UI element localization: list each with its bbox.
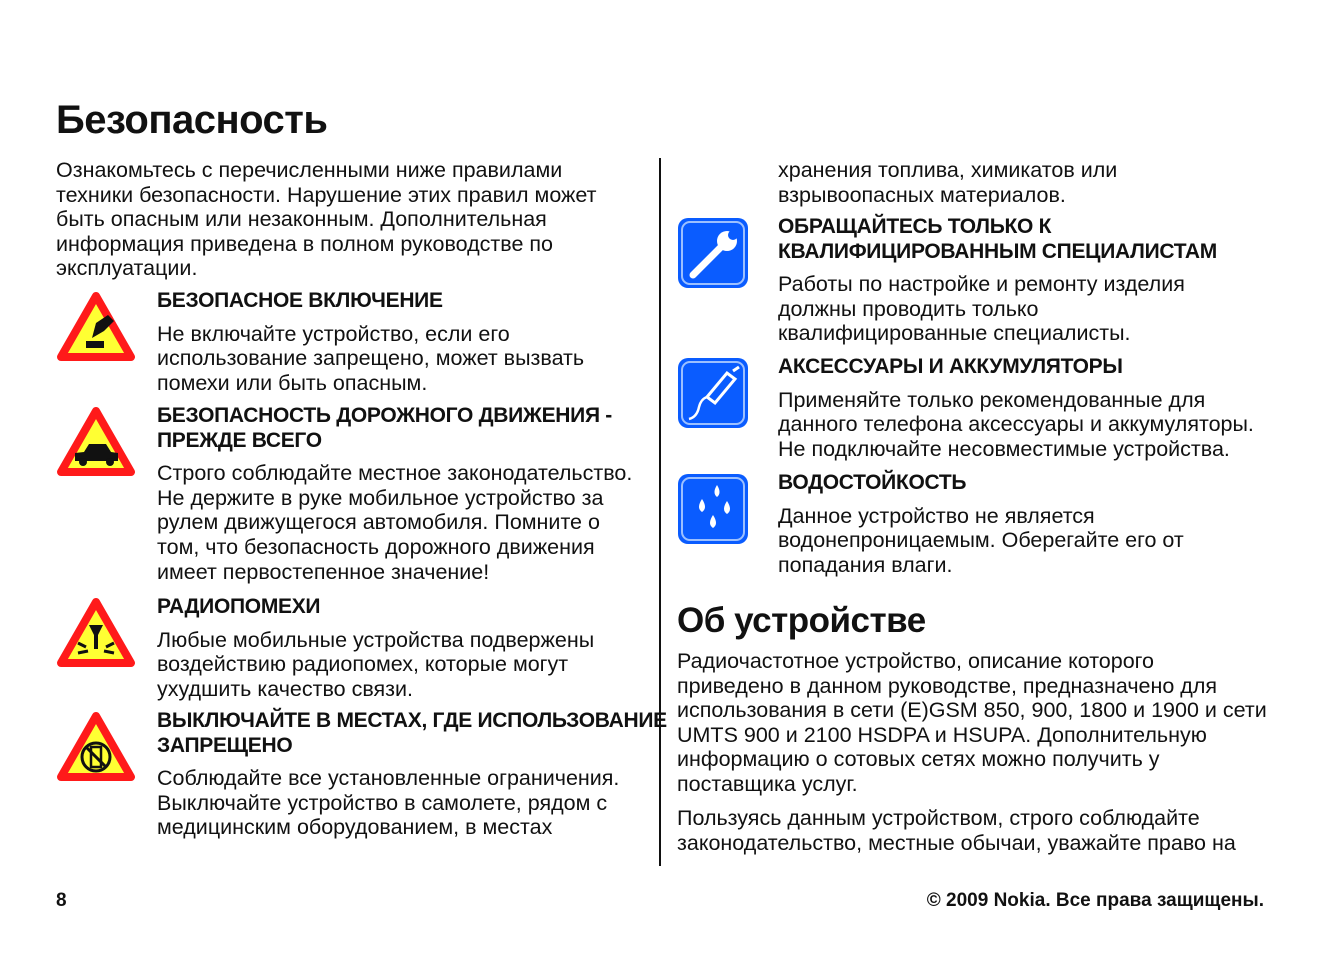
paragraph-line: информацию о сотовых сетях можно получить у xyxy=(677,747,1160,772)
section-body-line: рулем движущегося автомобиля. Помните о xyxy=(157,510,600,535)
section-body-line: водонепроницаемым. Оберегайте его от xyxy=(778,528,1184,553)
wrench-service-icon xyxy=(677,217,749,289)
section-body-line: взрывоопасных материалов. xyxy=(778,182,1066,207)
section-body-line: Выключайте устройство в самолете, рядом с xyxy=(157,790,608,815)
section-restricted-areas xyxy=(157,709,667,840)
section-safe-switch-on xyxy=(157,289,584,395)
section-body-line: попадания влаги. xyxy=(778,552,953,577)
section-body-line: должны проводить только xyxy=(778,296,1039,321)
section-body-line: данного телефона аксессуары и аккумуляторы. xyxy=(778,412,1254,437)
water-drops-icon xyxy=(677,473,749,545)
section-interference xyxy=(157,595,594,701)
switch-off-restricted-warning-icon xyxy=(56,711,136,783)
section-body-line: имеет первостепенное значение! xyxy=(157,559,490,584)
section-heading: ЗАПРЕЩЕНО xyxy=(157,733,293,757)
section-heading: БЕЗОПАСНОЕ ВКЛЮЧЕНИЕ xyxy=(157,289,443,312)
section-body-line: воздействию радиопомех, которые могут xyxy=(157,652,569,677)
road-safety-warning-icon xyxy=(56,406,136,478)
switch-on-safely-warning-icon xyxy=(56,291,136,363)
intro-line: информация приведена в полном руководстве по xyxy=(56,231,553,256)
paragraph-line: UMTS 900 и 2100 HSDPA и HSUPA. Дополнительную xyxy=(677,722,1207,747)
intro-line: эксплуатации. xyxy=(56,256,198,281)
paragraph-line: поставщика услуг. xyxy=(677,771,858,796)
section-heading: КВАЛИФИЦИРОВАННЫМ СПЕЦИАЛИСТАМ xyxy=(778,239,1217,263)
section-water-resistance xyxy=(778,471,1184,577)
section-body-line: Не включайте устройство, если его xyxy=(157,321,510,346)
intro-line: Ознакомьтесь с перечисленными ниже правилами xyxy=(56,158,563,182)
section-heading: ВЫКЛЮЧАЙТЕ В МЕСТАХ, ГДЕ ИСПОЛЬЗОВАНИЕ xyxy=(157,709,667,732)
section-restricted-areas-continued xyxy=(778,158,1117,207)
paragraph-line: Радиочастотное устройство, описание которого xyxy=(677,649,1155,673)
section-heading: БЕЗОПАСНОСТЬ ДОРОЖНОГО ДВИЖЕНИЯ - xyxy=(157,404,612,427)
section-body-line: ухудшить качество связи. xyxy=(157,676,414,701)
section-body-line: использование запрещено, может вызвать xyxy=(157,346,585,371)
section-heading: АКСЕССУАРЫ И АККУМУЛЯТОРЫ xyxy=(778,355,1123,378)
intro-paragraph xyxy=(56,158,597,281)
charger-accessories-icon xyxy=(677,357,749,429)
section-heading: ОБРАЩАЙТЕСЬ ТОЛЬКО К xyxy=(778,215,1052,238)
interference-warning-icon xyxy=(56,597,136,669)
section-heading: ВОДОСТОЙКОСТЬ xyxy=(778,471,967,494)
section-body-line: Применяйте только рекомендованные для xyxy=(778,387,1206,412)
paragraph-line: Пользуясь данным устройством, строго соблюдайте xyxy=(677,806,1200,830)
section-body-line: том, что безопасность дорожного движения xyxy=(157,534,595,559)
page-number: 8 xyxy=(56,890,67,911)
intro-line: техники безопасности. Нарушение этих правил может xyxy=(56,182,597,207)
copyright: © 2009 Nokia. Все права защищены. xyxy=(926,890,1264,911)
section-body-line: Соблюдайте все установленные ограничения. xyxy=(157,766,620,791)
section-body-line: хранения топлива, химикатов или xyxy=(778,158,1118,182)
section-body-line: Не подключайте несовместимые устройства. xyxy=(778,436,1230,461)
section-body-line: Любые мобильные устройства подвержены xyxy=(157,627,595,652)
page-title: Безопасность xyxy=(56,98,328,142)
section-body-line: Строго соблюдайте местное законодательство. xyxy=(157,461,633,486)
paragraph-line: приведено в данном руководстве, предназначено для xyxy=(677,673,1218,698)
section-accessories xyxy=(778,355,1254,461)
intro-line: быть опасным или незаконным. Дополнительная xyxy=(56,207,547,232)
section-heading: РАДИОПОМЕХИ xyxy=(157,595,321,618)
paragraph-line: законодательство, местные обычаи, уважайте право на xyxy=(677,830,1236,855)
section-road-safety xyxy=(157,404,632,584)
section-body-line: квалифицированные специалисты. xyxy=(778,321,1131,346)
about-paragraph xyxy=(677,649,1267,797)
section-body-line: Не держите в руке мобильное устройство за xyxy=(157,485,604,510)
paragraph-line: использования в сети (E)GSM 850, 900, 1800 и 1900 и сети xyxy=(677,698,1267,723)
section-heading: ПРЕЖДЕ ВСЕГО xyxy=(157,428,322,452)
section-body-line: Данное устройство не является xyxy=(778,503,1095,528)
about-paragraph xyxy=(677,806,1236,855)
section-body-line: Работы по настройке и ремонту изделия xyxy=(778,272,1185,297)
about-title: Об устройстве xyxy=(677,601,926,640)
section-body-line: медицинским оборудованием, в местах xyxy=(157,815,553,840)
section-body-line: помехи или быть опасным. xyxy=(157,370,428,395)
section-qualified-service xyxy=(778,215,1217,346)
